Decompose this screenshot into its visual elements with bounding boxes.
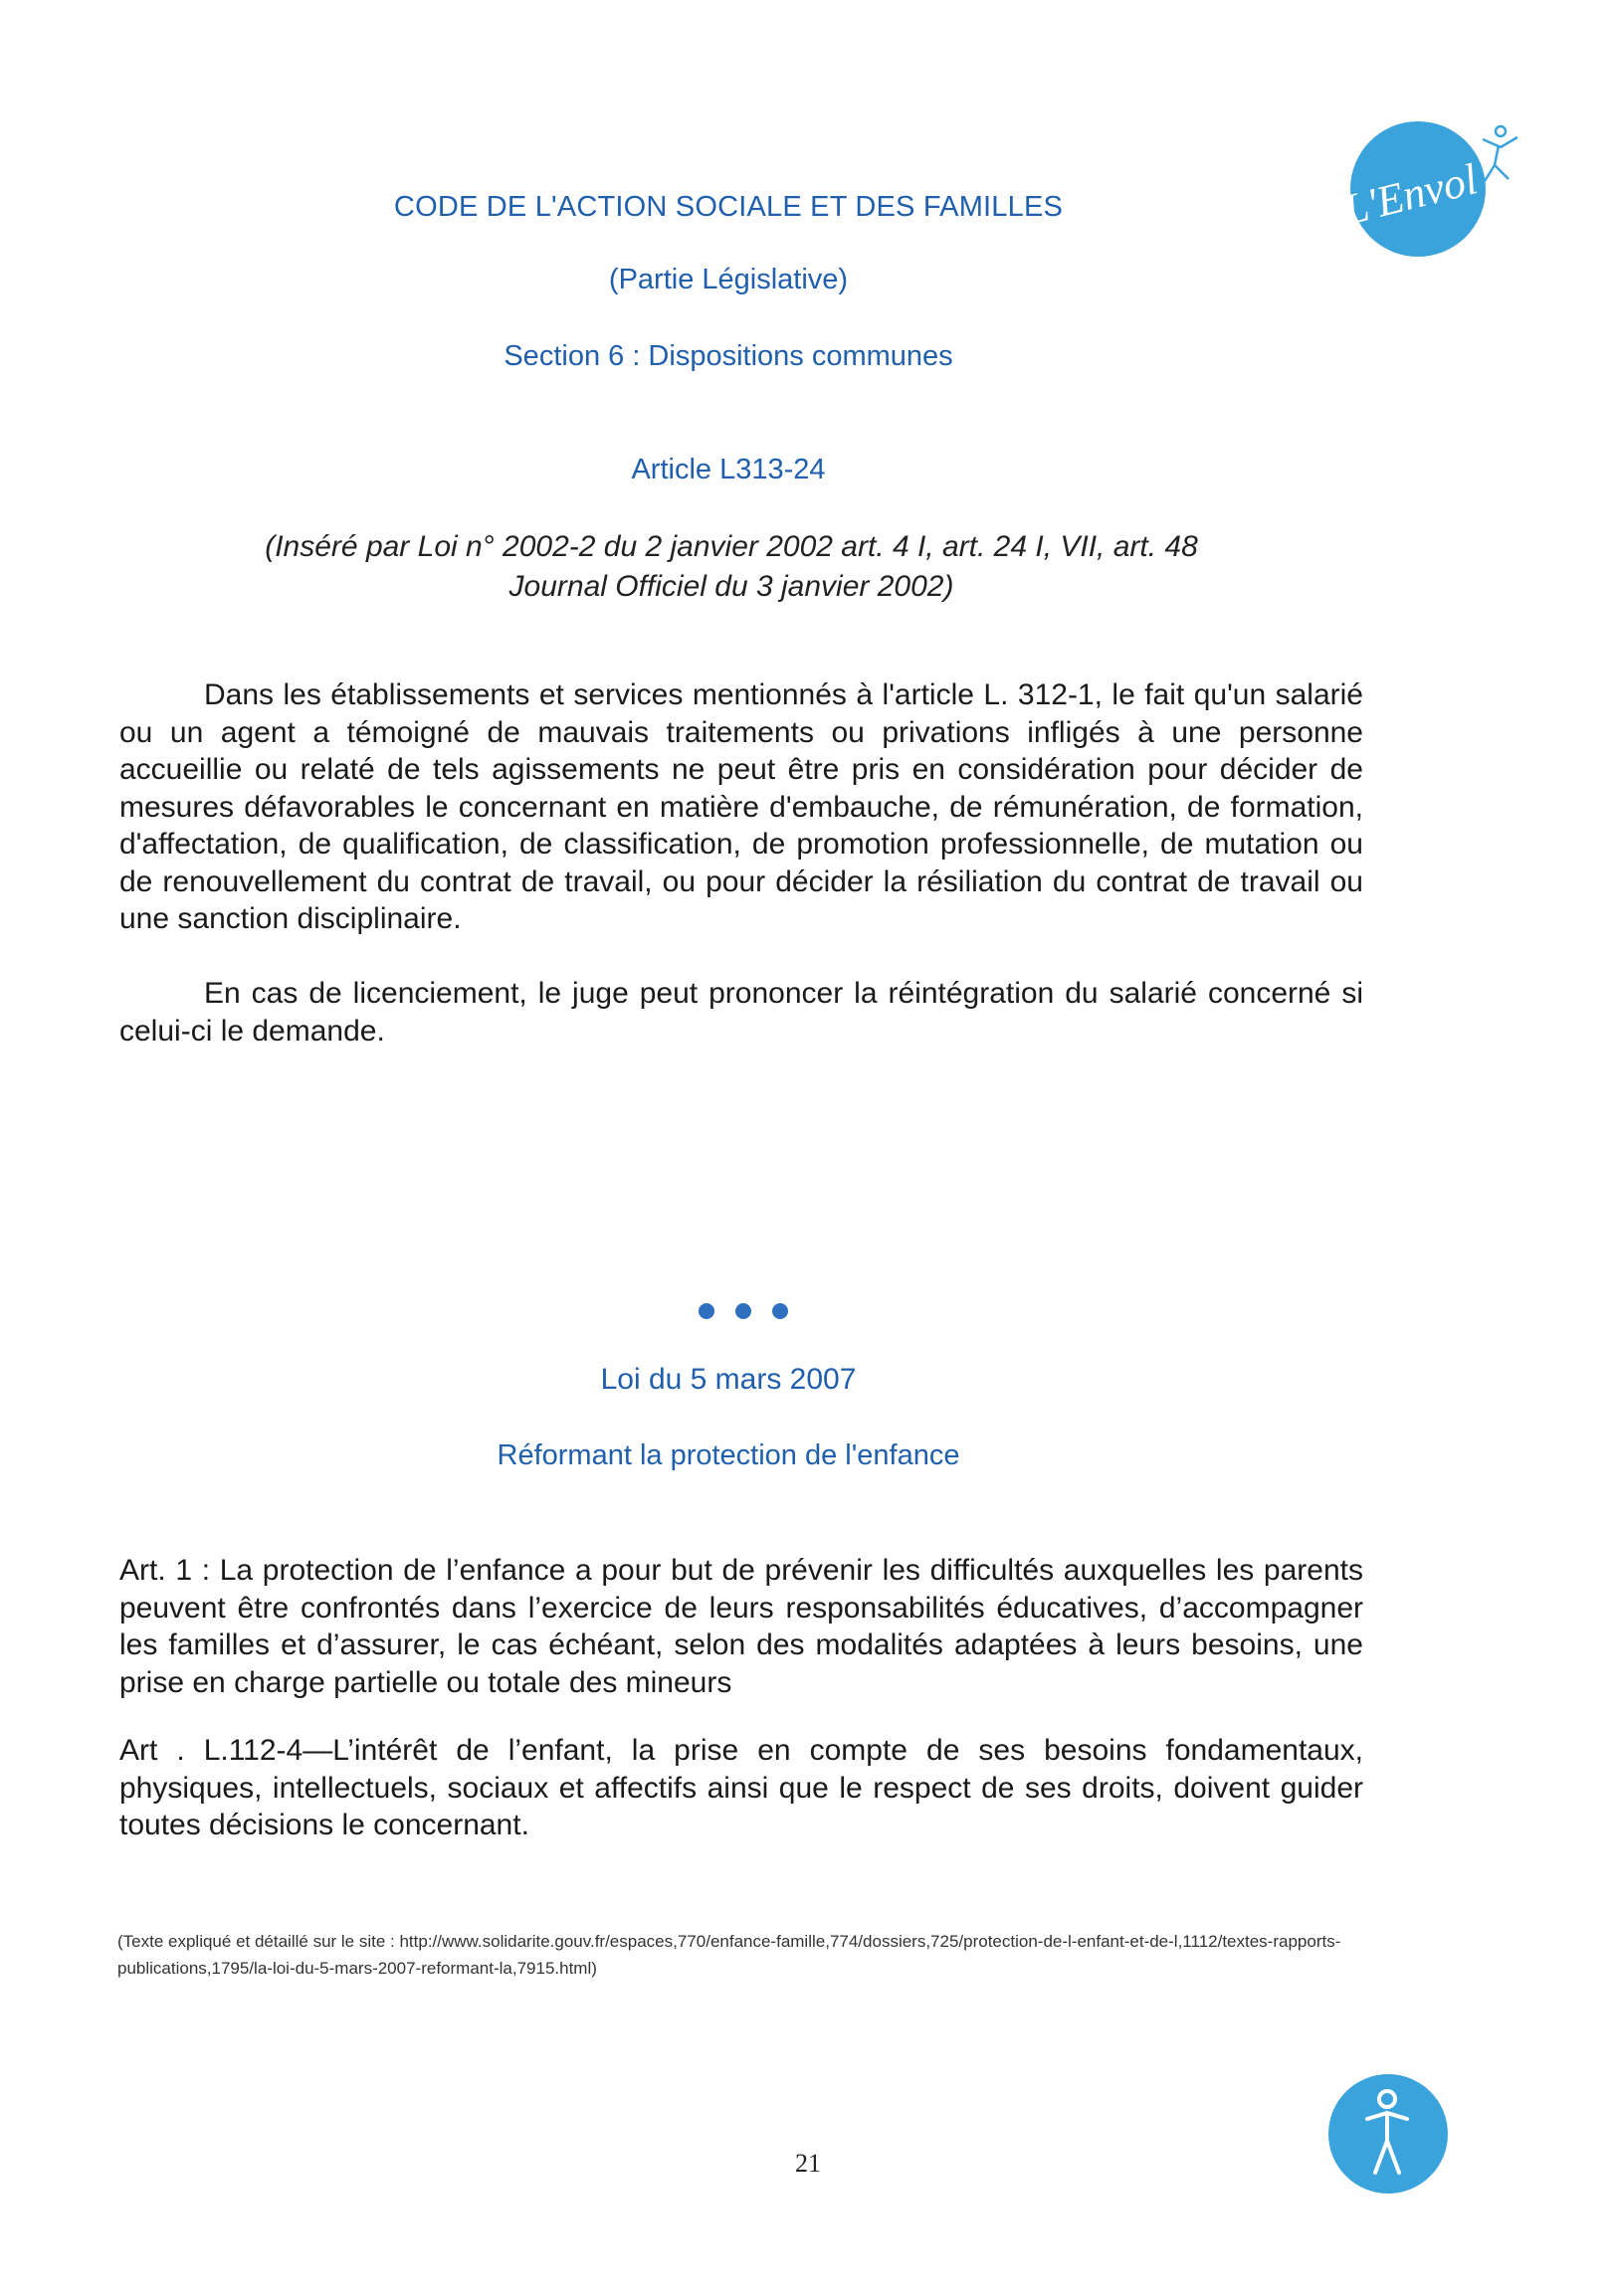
logo-text: L'Envol [1338, 154, 1483, 235]
section-title: Section 6 : Dispositions communes [504, 340, 953, 372]
law-article-1: Art. 1 : La protection de l’enfance a pour but de prévenir les difficultés auxquelles les parents peuvent être confrontés dans l’exercice de leurs responsabilités éducatives, d’accompagner les familles et d’assurer, le cas échéant, selon des modalités adaptées à leurs besoins, une prise en charge partielle ou totale des mineurs [119, 1554, 1363, 1699]
insertion-note-line1: (Inséré par Loi n° 2002-2 du 2 janvier 2002 art. 4 I, art. 24 I, VII, art. 48 [265, 530, 1198, 563]
law-subtitle: Réformant la protection de l'enfance [497, 1439, 960, 1471]
page-number: 21 [795, 2149, 821, 2178]
law-article-l112-4: Art . L.112-4—L’intérêt de l’enfant, la prise en compte de ses besoins fondamentaux, physiques, intellectuels, sociaux et affectifs ainsi que le respect de ses droits, doivent guider toutes décisions le concernant. [119, 1734, 1363, 1841]
separator-dot [735, 1303, 751, 1319]
code-title: CODE DE L'ACTION SOCIALE ET DES FAMILLES [393, 191, 1064, 223]
insertion-note-line2: Journal Officiel du 3 janvier 2002) [508, 570, 954, 603]
lenvol-logo [1323, 109, 1522, 269]
part-label: (Partie Législative) [608, 264, 849, 295]
article-title: Article L313-24 [631, 454, 826, 485]
law-title: Loi du 5 mars 2007 [600, 1363, 857, 1396]
insertion-note [199, 527, 1264, 607]
source-note: (Texte expliqué et détaillé sur le site : http://www.solidarite.gouv.fr/espaces,770/enfance-famille,774/dossiers,725/protection-de-l-enfant-et-de-l,1112/textes-rapports-publications,1795/la-loi-du-5-mars-2007-reformant-la,7915.html) [117, 1932, 1341, 1978]
separator-dot [699, 1303, 714, 1319]
lenvol-figure-icon [1323, 2069, 1453, 2199]
section-separator [699, 1303, 788, 1323]
separator-dot [772, 1303, 788, 1319]
article-paragraph-2: En cas de licenciement, le juge peut prononcer la réintégration du salarié concerné si celui-ci le demande. [119, 977, 1363, 1048]
article-paragraph-1: Dans les établissements et services mentionnés à l'article L. 312-1, le fait qu'un salarié ou un agent a témoigné de mauvais traitements ou privations infligés à une personne accueillie ou relaté de tels agissements ne peut être pris en considération pour décider de mesures défavorables le concernant en matière d'embauche, de rémunération, de formation, d'affectation, de qualification, de classification, de promotion professionnelle, de mutation ou de renouvellement du contrat de travail, ou pour décider la résiliation du contrat de travail ou une sanction disciplinaire. [119, 678, 1363, 935]
